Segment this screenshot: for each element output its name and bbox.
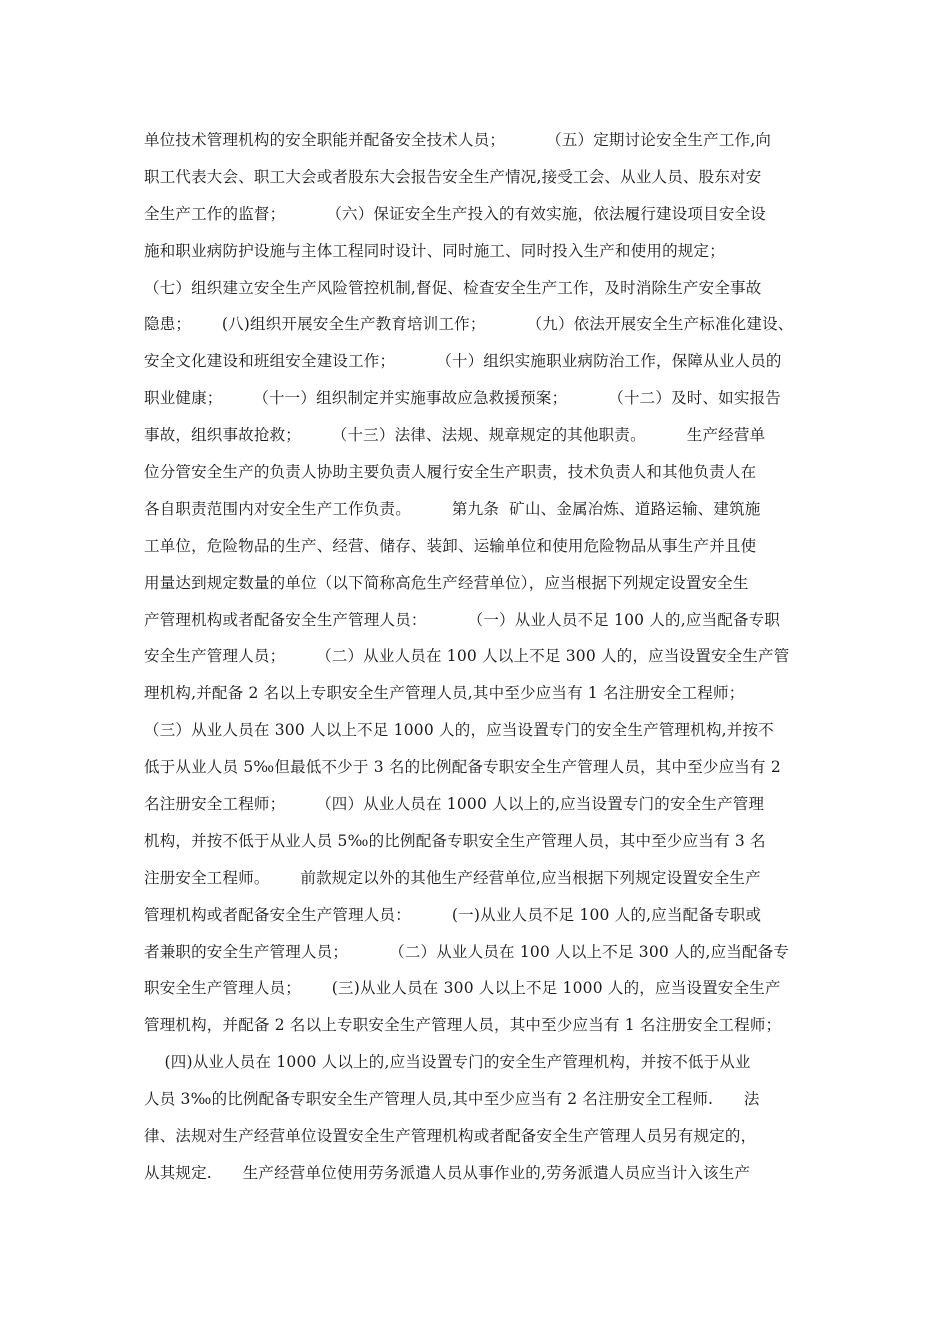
text-line-5: （七）组织建立安全生产风险管控机制,督促、检查安全生产工作，及时消除生产安全事故 xyxy=(144,278,762,297)
body-text xyxy=(144,122,816,1192)
text-line-22: 管理机构或者配备安全生产管理人员： (一)从业人员不足 100 人的,应当配备专职或 xyxy=(144,905,762,924)
text-line-15: 安全生产管理人员； （二）从业人员在 100 人以上不足 300 人的，应当设置安全生产管 xyxy=(144,647,790,666)
text-line-21: 注册安全工程师。 前款规定以外的其他生产经营单位,应当根据下列规定设置安全生产 xyxy=(144,868,761,887)
text-line-11: 各自职责范围内对安全生产工作负责。 第九条 矿山、金属冶炼、道路运输、建筑施 xyxy=(144,499,761,518)
text-line-9: 事故，组织事故抢救； （十三）法律、法规、规章规定的其他职责。 生产经营单 xyxy=(144,426,766,445)
text-line-12: 工单位，危险物品的生产、经营、储存、装卸、运输单位和使用危险物品从事生产并且使 xyxy=(144,536,757,555)
text-line-25: 管理机构，并配备 2 名以上专职安全生产管理人员，其中至少应当有 1 名注册安全工程师； xyxy=(144,1016,782,1035)
text-line-28: 律、法规对生产经营单位设置安全生产管理机构或者配备安全生产管理人员另有规定的， xyxy=(144,1127,757,1146)
text-line-14: 产管理机构或者配备安全生产管理人员： （一）从业人员不足 100 人的,应当配备专职 xyxy=(144,610,781,629)
text-line-29: 从其规定. 生产经营单位使用劳务派遣人员从事作业的,劳务派遣人员应当计入该生产 xyxy=(144,1163,751,1182)
text-line-23: 者兼职的安全生产管理人员； （二）从业人员在 100 人以上不足 300 人的,应当配备专 xyxy=(144,942,790,961)
text-line-8: 职业健康； （十一）组织制定并实施事故应急救援预案； （十二）及时、如实报告 xyxy=(144,389,781,408)
text-line-26: (四)从业人员在 1000 人以上的,应当设置专门的安全生产管理机构，并按不低于从业 xyxy=(144,1053,751,1072)
text-line-17: （三）从业人员在 300 人以上不足 1000 人的，应当设置专门的安全生产管理机构,并按不 xyxy=(144,721,774,740)
text-line-1: 单位技术管理机构的安全职能并配备安全技术人员； （五）定期讨论安全生产工作,向 xyxy=(144,131,772,149)
text-line-6: 隐患； (八)组织开展安全生产教育培训工作； （九）依法开展安全生产标准化建设、 xyxy=(144,315,794,334)
text-line-19: 名注册安全工程师； （四）从业人员在 1000 人以上的,应当设置专门的安全生产管理 xyxy=(144,795,765,814)
text-line-24: 职安全生产管理人员； (三)从业人员在 300 人以上不足 1000 人的，应当设置安全生产 xyxy=(144,979,781,998)
text-line-16: 理机构,并配备 2 名以上专职安全生产管理人员,其中至少应当有 1 名注册安全工程师； xyxy=(144,684,745,703)
text-line-10: 位分管安全生产的负责人协助主要负责人履行安全生产职责，技术负责人和其他负责人在 xyxy=(144,463,757,482)
text-line-20: 机构，并按不低于从业人员 5‰的比例配备专职安全生产管理人员，其中至少应当有 3 名 xyxy=(144,831,766,850)
text-line-2: 职工代表大会、职工大会或者股东大会报告安全生产情况,接受工会、从业人员、股东对安 xyxy=(144,167,762,186)
text-line-18: 低于从业人员 5‰但最低不少于 3 名的比例配备专职安全生产管理人员，其中至少应当有 2 xyxy=(144,758,781,777)
text-line-13: 用量达到规定数量的单位（以下简称高危生产经营单位），应当根据下列规定设置安全生 xyxy=(144,573,749,592)
text-line-3: 全生产工作的监督； （六）保证安全生产投入的有效实施，依法履行建设项目安全设 xyxy=(144,204,766,223)
text-line-27: 人员 3‰的比例配备专职安全生产管理人员,其中至少应当有 2 名注册安全工程师. 法 xyxy=(144,1090,760,1109)
text-line-7: 安全文化建设和班组安全建设工作； （十）组织实施职业病防治工作，保障从业人员的 xyxy=(144,352,782,371)
text-line-4: 施和职业病防护设施与主体工程同时设计、同时施工、同时投入生产和使用的规定； xyxy=(144,241,725,260)
